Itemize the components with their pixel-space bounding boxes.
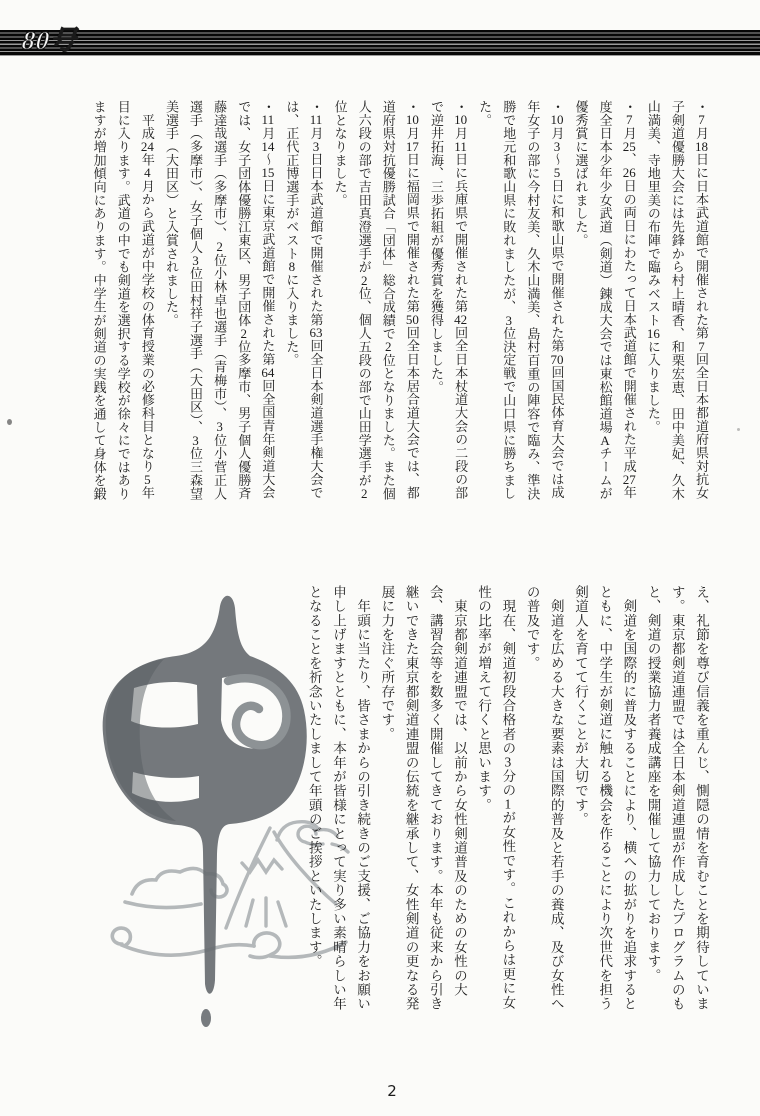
greeting-text-block — [243, 585, 713, 1019]
issue-number-label: 80号 — [20, 26, 79, 55]
paragraph: 現在、剣道初段合格者の3分の1が女性です。これからは更に女性の比率が増えて行くと思います。 — [476, 585, 516, 1010]
paragraph: ・11月14～15日に東京武道館で開催された第64回全国青年剣道大会では、女子団体優勝江東区、男子団体2位多摩市、男子個人優勝斉藤達哉選手（多摩市）、2位小林卓也選手（青梅市）、3位小菅正人選手（多摩市）、女子個人3位田村祥子選手（大田区）、3位三森望美選手（大田区）と入賞されました。 — [163, 100, 276, 501]
results-text-block — [23, 100, 713, 504]
paragraph: 剣道を広める大きな要素は国際的普及と若手の養成、及び女性への普及です。 — [524, 585, 564, 1011]
paragraph: え、礼節を尊び信義を重んじ、惻隠の情を育むことを期待しています。東京都剣道連盟では全日本剣道連盟が作成したプログラムのもと、剣道の授業協力者養成講座を開催して協力しております。 — [645, 585, 709, 1011]
paragraph: 剣道を国際的に普及することにより、横への拡がりを追求するとともに、中学生が剣道に触れる機会を作ることにより次世代を担う剣道人を育てて行くことが大切です。 — [572, 585, 637, 1011]
scan-speck — [7, 419, 12, 425]
paragraph: ・10月3～5日に和歌山県で開催された第70回国民体育大会では成年女子の部に今村友美、久木山満美、島村百重の陣容で臨み、準決勝で地元和歌山県に敗れましたが、3位決定戦で山口県に勝ちました。 — [477, 100, 565, 501]
paragraph: 平成24年4月から武道が中学校の体育授業の必修科目となり5年目に入ります。武道の中でも剣道を選択する学校が徐々にではありますが増加傾向にあります。中学生が剣道の実践を通して身体を鍛 — [91, 100, 155, 501]
cloud-drawing-left — [125, 868, 227, 907]
paragraph: ・7月18日に日本武道館で開催された第7回全日本都道府県対抗女子剣道優勝大会には先鋒から村上晴香、和栗宏恵、田中美妃、久木山満美、寺地里美の布陣で臨みベスト16に入りました。 — [645, 100, 709, 501]
ink-dot — [201, 1009, 211, 1027]
page-number: 2 — [387, 1082, 397, 1100]
masthead-stripe-bar — [0, 30, 760, 56]
paragraph: ・10月17日に福岡県で開催された第50回全日本居合道大会では、都道府県対抗優勝試合「団体」総合成績で2位となりました。また個人六段の部で吉田真澄選手が2位、個人五段の部で山田学選手が2位となりました。 — [332, 100, 420, 501]
paragraph: ・7月25、26日の両日にわたって日本武道館で開催された平成27年度全日本少年少女武道（剣道）錬成大会では東松館道場Aチームが優秀賞に選ばれました。 — [573, 100, 637, 501]
paragraph: ・11月3日日本武道館で開催された第63回全日本剣道選手権大会では、正代正博選手がベスト8に入りました。 — [284, 100, 324, 500]
paragraph: ・10月11日に兵庫県で開催された第42回全日本杖道大会の二段の部で逆井拓海、三歩拓組が優秀賞を獲得しました。 — [428, 100, 469, 500]
paragraph: 東京都剣道連盟では、以前から女性剣道普及のための女性の大会、講習会等を数多く開催してきております。本年も従来から引き継いできた東京都剣道連盟の伝統を継承して、女性剣道の更なる発展に力を注ぐ所存です。 — [379, 585, 467, 1011]
scan-speck — [737, 428, 740, 431]
paragraph: 年頭に当たり、皆さまからの引き続きのご支援、ご協力をお願い申し上げますとともに、本年が皆様にとって実り多い素晴らしい年となることを祈念いたしまして年頭のご挨拶といたします。 — [306, 585, 371, 1011]
